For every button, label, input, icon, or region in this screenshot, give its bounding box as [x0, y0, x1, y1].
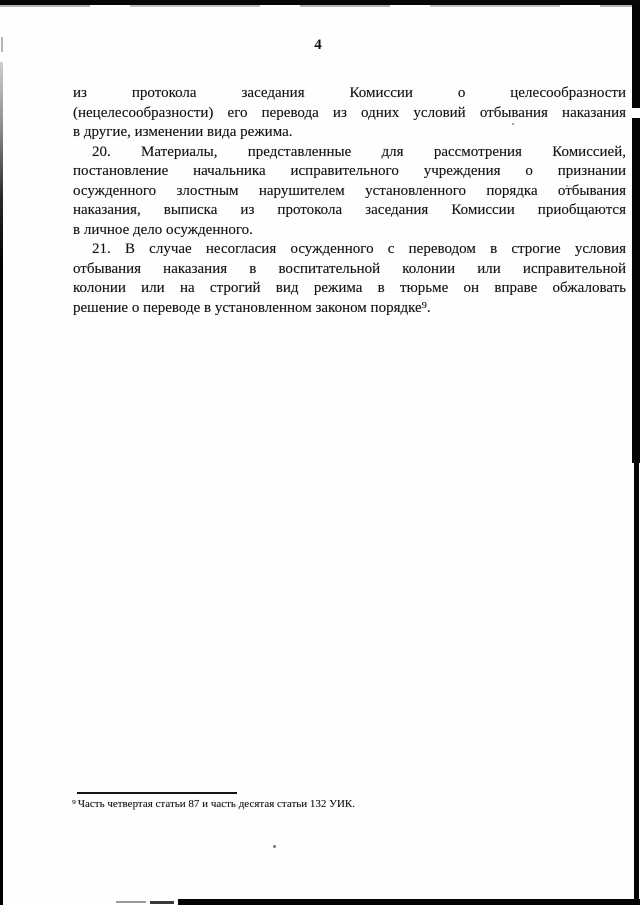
paragraph-21: [73, 240, 626, 318]
text-line: из протокола заседания Комиссии о целесообразности: [73, 85, 626, 101]
text-line: 20. Материалы, представленные для рассмотрения Комиссией,: [92, 143, 626, 160]
scan-edge-bottom-dash: [150, 901, 174, 904]
text-line: отбывания наказания в воспитательной колонии или исправительной: [73, 260, 626, 277]
document-body: [73, 84, 626, 318]
footnote-text: Часть четвертая статьи 87 и часть десятая статьи 132 УИК.: [77, 798, 355, 810]
text-line: в личное дело осужденного.: [73, 221, 253, 238]
scan-speck: [273, 845, 276, 848]
text-line: решение о переводе в установленном законом порядке⁹.: [73, 299, 431, 316]
scan-edge-right-gap: [632, 108, 640, 118]
scan-edge-bottom: [178, 899, 640, 905]
scan-edge-left: [0, 62, 3, 905]
paragraph-continuation: [73, 84, 626, 143]
text-line: осужденного злостным нарушителем установленного порядка отбывания: [73, 182, 626, 199]
footnote-separator: [77, 792, 237, 794]
scan-edge-bottom-dash: [116, 901, 146, 903]
text-line: 21. В случае несогласия осужденного с переводом в строгие условия: [92, 241, 626, 257]
text-line: наказания, выписка из протокола заседания Комиссии приобщаются: [73, 202, 626, 218]
text-line: колонии или на строгий вид режима в тюрьме он вправе обжаловать: [73, 280, 626, 296]
scan-edge-top-noise: [0, 5, 640, 7]
page-number: 4: [314, 37, 322, 53]
scan-edge-right-lower: [634, 463, 639, 899]
text-line: (нецелесообразности) его перевода из одних условий отбывания наказания: [73, 104, 626, 121]
footnote-marker: ⁹: [72, 798, 76, 810]
scan-edge-right-upper: [632, 3, 640, 463]
paragraph-20: [73, 143, 626, 241]
text-line: постановление начальника исправительного учреждения о признании: [73, 163, 626, 179]
footnote: [72, 797, 542, 811]
text-line: в другие, изменении вида режима.: [73, 124, 293, 140]
